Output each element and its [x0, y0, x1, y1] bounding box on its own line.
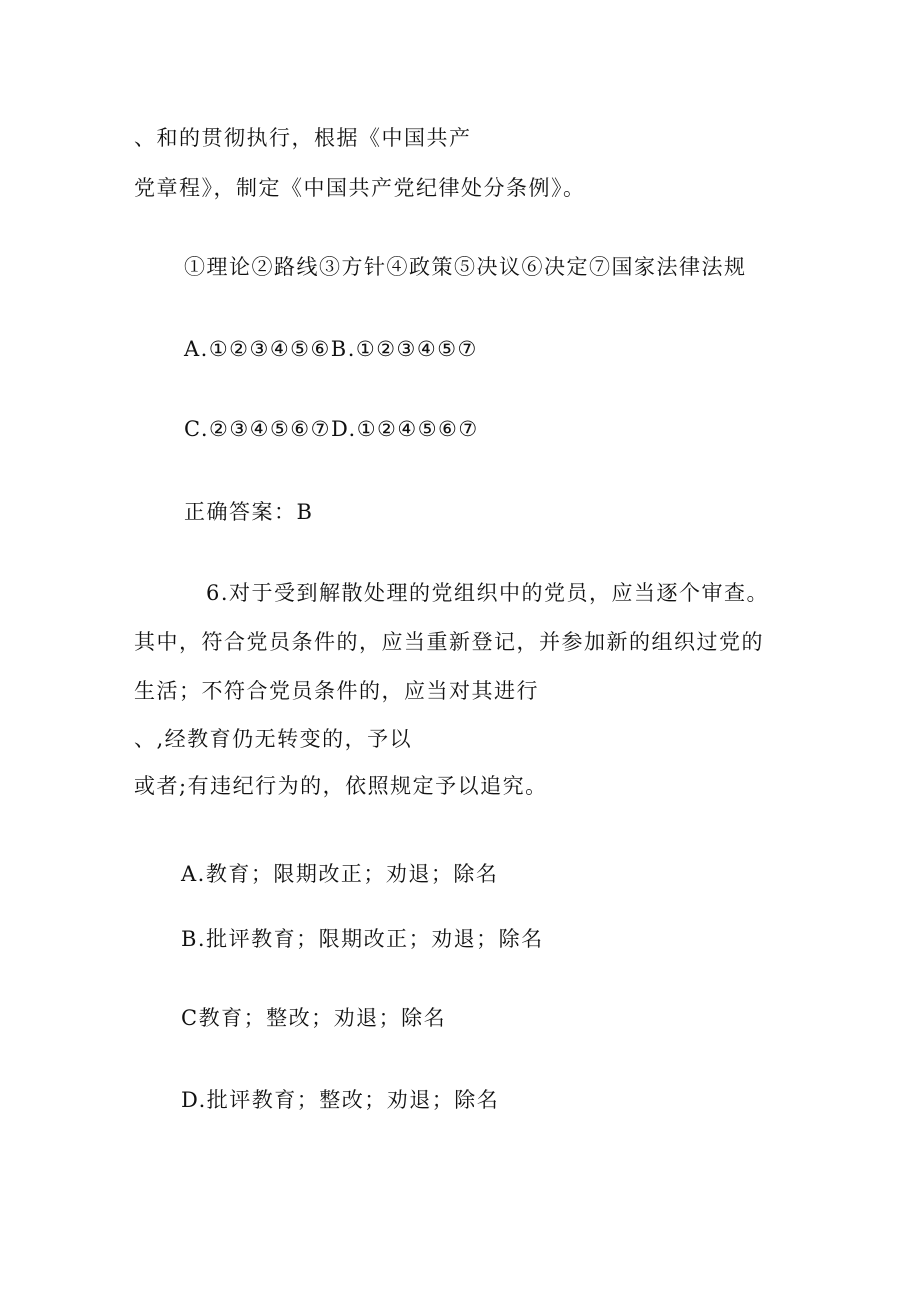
question-6-option-b: B.批评教育；限期改正；劝退；除名	[181, 927, 544, 951]
question-6-stem-line-3: 生活；不符合党员条件的，应当对其进行	[134, 679, 539, 703]
question-5-options-ab: A.①②③④⑤⑥B.①②③④⑤⑦	[184, 337, 478, 361]
question-6-option-a: A.教育；限期改正；劝退；除名	[181, 862, 499, 886]
question-5-stem-line-2: 党章程》，制定《中国共产党纪律处分条例》。	[134, 176, 586, 200]
question-5-answer: 正确答案：B	[184, 500, 314, 524]
question-6-stem-line-5: 或者;有违纪行为的，依照规定予以追究。	[134, 774, 548, 798]
question-5-items: ①理论②路线③方针④政策⑤决议⑥决定⑦国家法律法规	[184, 255, 747, 279]
question-6-stem-line-2: 其中，符合党员条件的，应当重新登记，并参加新的组织过党的	[134, 630, 764, 654]
question-5-stem-line-1: 、和的贯彻执行，根据《中国共产	[134, 126, 472, 150]
question-6-option-d: D.批评教育；整改；劝退；除名	[181, 1088, 500, 1112]
question-6-stem-line-4: 、,经教育仍无转变的，予以	[134, 727, 413, 751]
question-5-options-cd: C.②③④⑤⑥⑦D.①②④⑤⑥⑦	[184, 417, 479, 441]
question-6-option-c: C教育；整改；劝退；除名	[181, 1006, 447, 1030]
question-6-stem-line-1: 6.对于受到解散处理的党组织中的党员，应当逐个审查。	[206, 581, 770, 605]
